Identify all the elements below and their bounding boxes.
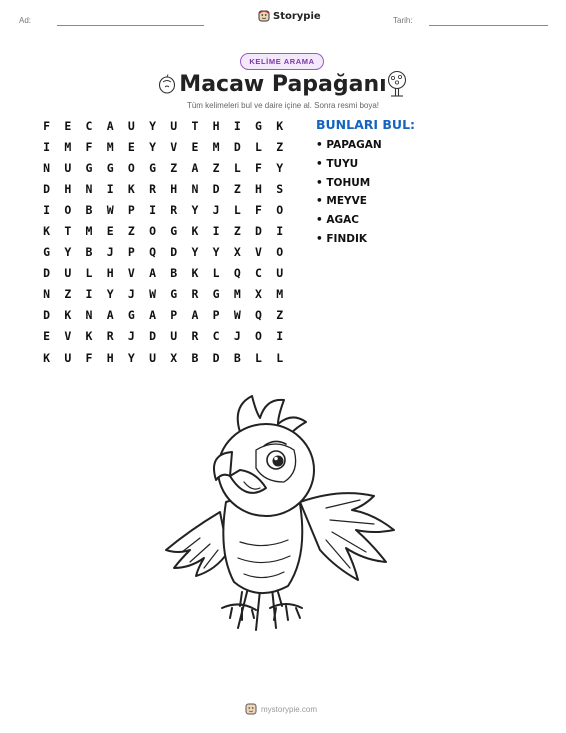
parrot-illustration: [160, 392, 405, 632]
grid-letter[interactable]: D: [212, 181, 220, 196]
grid-letter[interactable]: V: [255, 245, 262, 260]
grid-letter[interactable]: Z: [170, 160, 178, 175]
grid-letter[interactable]: K: [43, 350, 51, 365]
grid-letter[interactable]: F: [43, 118, 51, 133]
grid-letter[interactable]: D: [43, 308, 51, 323]
grid-letter[interactable]: K: [64, 308, 72, 323]
grid-letter[interactable]: D: [43, 181, 51, 196]
grid-letter[interactable]: U: [64, 350, 72, 365]
grid-letter[interactable]: O: [127, 160, 135, 175]
grid-letter[interactable]: I: [43, 202, 51, 217]
grid-letter[interactable]: B: [233, 350, 241, 365]
grid-letter[interactable]: Q: [255, 308, 262, 323]
grid-letter[interactable]: B: [85, 202, 93, 217]
page-title: Macaw Papağanı: [179, 72, 387, 97]
grid-letter[interactable]: R: [191, 287, 199, 302]
grid-letter[interactable]: U: [64, 266, 72, 281]
grid-letter[interactable]: N: [85, 308, 93, 323]
grid-letter[interactable]: J: [212, 202, 220, 217]
grid-letter[interactable]: S: [276, 181, 284, 196]
grid-letter[interactable]: D: [170, 245, 178, 260]
grid-letter[interactable]: L: [276, 350, 284, 365]
grid-letter[interactable]: M: [106, 139, 114, 154]
grid-letter[interactable]: Y: [191, 202, 199, 217]
grid-letter[interactable]: K: [127, 181, 135, 196]
grid-letter[interactable]: L: [85, 266, 93, 281]
grid-letter[interactable]: X: [233, 245, 241, 260]
grid-letter[interactable]: A: [191, 160, 199, 175]
grid-letter[interactable]: M: [212, 139, 220, 154]
brand: [258, 10, 321, 22]
grid-letter[interactable]: E: [127, 139, 135, 154]
grid-letter[interactable]: I: [149, 202, 156, 217]
grid-letter[interactable]: I: [85, 287, 93, 302]
grid-letter[interactable]: K: [85, 329, 93, 344]
grid-letter[interactable]: W: [233, 308, 241, 323]
grid-letter[interactable]: J: [127, 329, 135, 344]
grid-letter[interactable]: U: [149, 350, 156, 365]
storypie-logo-icon: [258, 10, 270, 22]
grid-letter[interactable]: D: [233, 139, 241, 154]
grid-letter[interactable]: G: [106, 160, 114, 175]
grid-letter[interactable]: U: [127, 118, 135, 133]
grid-letter[interactable]: Z: [212, 160, 220, 175]
grid-letter[interactable]: G: [85, 160, 93, 175]
grid-letter[interactable]: Y: [149, 139, 156, 154]
word-list-title: BUNLARI BUL:: [316, 117, 416, 132]
grid-letter[interactable]: U: [276, 266, 284, 281]
grid-letter[interactable]: Z: [233, 181, 241, 196]
grid-letter[interactable]: G: [149, 160, 156, 175]
grid-letter[interactable]: V: [170, 139, 178, 154]
word-list-item: • MEYVE: [316, 192, 382, 211]
grid-letter[interactable]: G: [170, 287, 178, 302]
grid-letter[interactable]: P: [212, 308, 220, 323]
grid-letter[interactable]: I: [276, 329, 284, 344]
grid-letter[interactable]: O: [255, 329, 262, 344]
word-list-item: • AGAC: [316, 211, 382, 230]
grid-letter[interactable]: Z: [64, 287, 72, 302]
grid-letter[interactable]: Q: [149, 245, 156, 260]
grid-letter[interactable]: O: [64, 202, 72, 217]
footer-url[interactable]: mystorypie.com: [261, 704, 318, 714]
grid-letter[interactable]: F: [85, 139, 93, 154]
grid-letter[interactable]: Z: [276, 139, 284, 154]
grid-letter[interactable]: K: [191, 224, 199, 239]
grid-letter[interactable]: Y: [212, 245, 220, 260]
grid-letter[interactable]: Z: [233, 224, 241, 239]
name-line[interactable]: [57, 25, 204, 26]
grid-letter[interactable]: P: [127, 245, 135, 260]
grid-letter[interactable]: B: [85, 245, 93, 260]
grid-letter[interactable]: U: [170, 118, 178, 133]
grid-letter[interactable]: N: [43, 160, 51, 175]
grid-letter[interactable]: K: [191, 266, 199, 281]
word-list-item: • TOHUM: [316, 174, 382, 193]
grid-letter[interactable]: R: [149, 181, 156, 196]
grid-letter[interactable]: R: [106, 329, 114, 344]
grid-letter[interactable]: H: [64, 181, 72, 196]
grid-letter[interactable]: H: [170, 181, 178, 196]
word-list-item: • FINDIK: [316, 230, 382, 249]
grid-letter[interactable]: Q: [233, 266, 241, 281]
word-search-grid[interactable]: [36, 115, 290, 368]
grid-letter[interactable]: J: [233, 329, 241, 344]
tree-icon: [385, 70, 409, 98]
grid-letter[interactable]: M: [85, 224, 93, 239]
grid-letter[interactable]: M: [276, 287, 284, 302]
category-badge: KELİME ARAMA: [240, 53, 324, 70]
footer: [245, 703, 317, 715]
instructions: Tüm kelimeleri bul ve daire içine al. Sonra resmi boya!: [186, 101, 380, 110]
grid-letter[interactable]: G: [43, 245, 51, 260]
grid-letter[interactable]: D: [212, 350, 220, 365]
grid-letter[interactable]: E: [43, 329, 51, 344]
grid-letter[interactable]: F: [85, 350, 93, 365]
grid-letter[interactable]: B: [170, 266, 178, 281]
grid-letter[interactable]: I: [43, 139, 51, 154]
grid-letter[interactable]: X: [255, 287, 262, 302]
grid-letter[interactable]: D: [43, 266, 51, 281]
grid-letter[interactable]: B: [191, 350, 199, 365]
grid-letter[interactable]: K: [276, 118, 284, 133]
grid-letter[interactable]: E: [106, 224, 114, 239]
grid-letter[interactable]: Y: [191, 245, 199, 260]
grid-letter[interactable]: L: [212, 266, 220, 281]
grid-letter[interactable]: I: [233, 118, 241, 133]
grid-letter[interactable]: J: [127, 287, 135, 302]
grid-letter[interactable]: Y: [127, 350, 135, 365]
grid-letter[interactable]: X: [170, 350, 178, 365]
grid-letter[interactable]: U: [64, 160, 72, 175]
grid-letter[interactable]: F: [255, 202, 262, 217]
date-label: Tarih:: [393, 16, 413, 25]
grid-letter[interactable]: R: [191, 329, 199, 344]
grid-letter[interactable]: N: [191, 181, 199, 196]
grid-letter[interactable]: C: [255, 266, 262, 281]
grid-letter[interactable]: N: [43, 287, 51, 302]
grid-letter[interactable]: Y: [64, 245, 72, 260]
grid-letter[interactable]: T: [191, 118, 199, 133]
grid-letter[interactable]: I: [212, 224, 220, 239]
grid-letter[interactable]: E: [64, 118, 72, 133]
grid-letter[interactable]: D: [255, 224, 262, 239]
grid-letter[interactable]: V: [127, 266, 135, 281]
grid-letter[interactable]: K: [43, 224, 51, 239]
grid-letter[interactable]: G: [127, 308, 135, 323]
grid-letter[interactable]: W: [106, 202, 114, 217]
grid-letter[interactable]: Y: [149, 118, 156, 133]
grid-letter[interactable]: G: [255, 118, 262, 133]
grid-letter[interactable]: U: [170, 329, 178, 344]
grid-letter[interactable]: F: [255, 160, 262, 175]
grid-letter[interactable]: H: [255, 181, 262, 196]
grid-letter[interactable]: G: [170, 224, 178, 239]
grid-letter[interactable]: J: [106, 245, 114, 260]
grid-letter[interactable]: A: [191, 308, 199, 323]
grid-letter[interactable]: T: [64, 224, 72, 239]
date-line[interactable]: [429, 25, 548, 26]
grid-letter[interactable]: L: [255, 139, 262, 154]
grid-letter[interactable]: O: [149, 224, 156, 239]
grid-letter[interactable]: E: [191, 139, 199, 154]
grid-letter[interactable]: C: [212, 329, 220, 344]
grid-letter[interactable]: I: [106, 181, 114, 196]
grid-letter[interactable]: A: [149, 308, 156, 323]
brand-name: Storypie: [273, 10, 321, 22]
grid-letter[interactable]: D: [149, 329, 156, 344]
grid-letter[interactable]: Z: [127, 224, 135, 239]
word-list-item: • PAPAGAN: [316, 136, 382, 155]
grid-letter[interactable]: O: [276, 202, 284, 217]
grid-letter[interactable]: P: [127, 202, 135, 217]
grid-letter[interactable]: C: [85, 118, 93, 133]
grid-letter[interactable]: W: [149, 287, 156, 302]
grid-letter[interactable]: P: [170, 308, 178, 323]
grid-letter[interactable]: G: [212, 287, 220, 302]
word-list: [316, 136, 382, 249]
grid-letter[interactable]: L: [233, 160, 241, 175]
grid-letter[interactable]: L: [233, 202, 241, 217]
grid-letter[interactable]: L: [255, 350, 262, 365]
grid-letter[interactable]: H: [212, 118, 220, 133]
grid-letter[interactable]: O: [276, 245, 284, 260]
grid-letter[interactable]: M: [233, 287, 241, 302]
grid-letter[interactable]: V: [64, 329, 72, 344]
grid-letter[interactable]: A: [149, 266, 156, 281]
grid-letter[interactable]: A: [106, 308, 114, 323]
grid-letter[interactable]: R: [170, 202, 178, 217]
word-list-item: • TUYU: [316, 155, 382, 174]
grid-letter[interactable]: Z: [276, 308, 284, 323]
grid-letter[interactable]: A: [106, 118, 114, 133]
grid-letter[interactable]: Y: [276, 160, 284, 175]
storypie-logo-icon: [245, 703, 257, 715]
grid-letter[interactable]: N: [85, 181, 93, 196]
grid-letter[interactable]: I: [276, 224, 284, 239]
name-label: Ad:: [19, 16, 32, 25]
grid-letter[interactable]: Y: [106, 287, 114, 302]
grid-letter[interactable]: H: [106, 350, 114, 365]
grid-letter[interactable]: H: [106, 266, 114, 281]
grid-letter[interactable]: M: [64, 139, 72, 154]
